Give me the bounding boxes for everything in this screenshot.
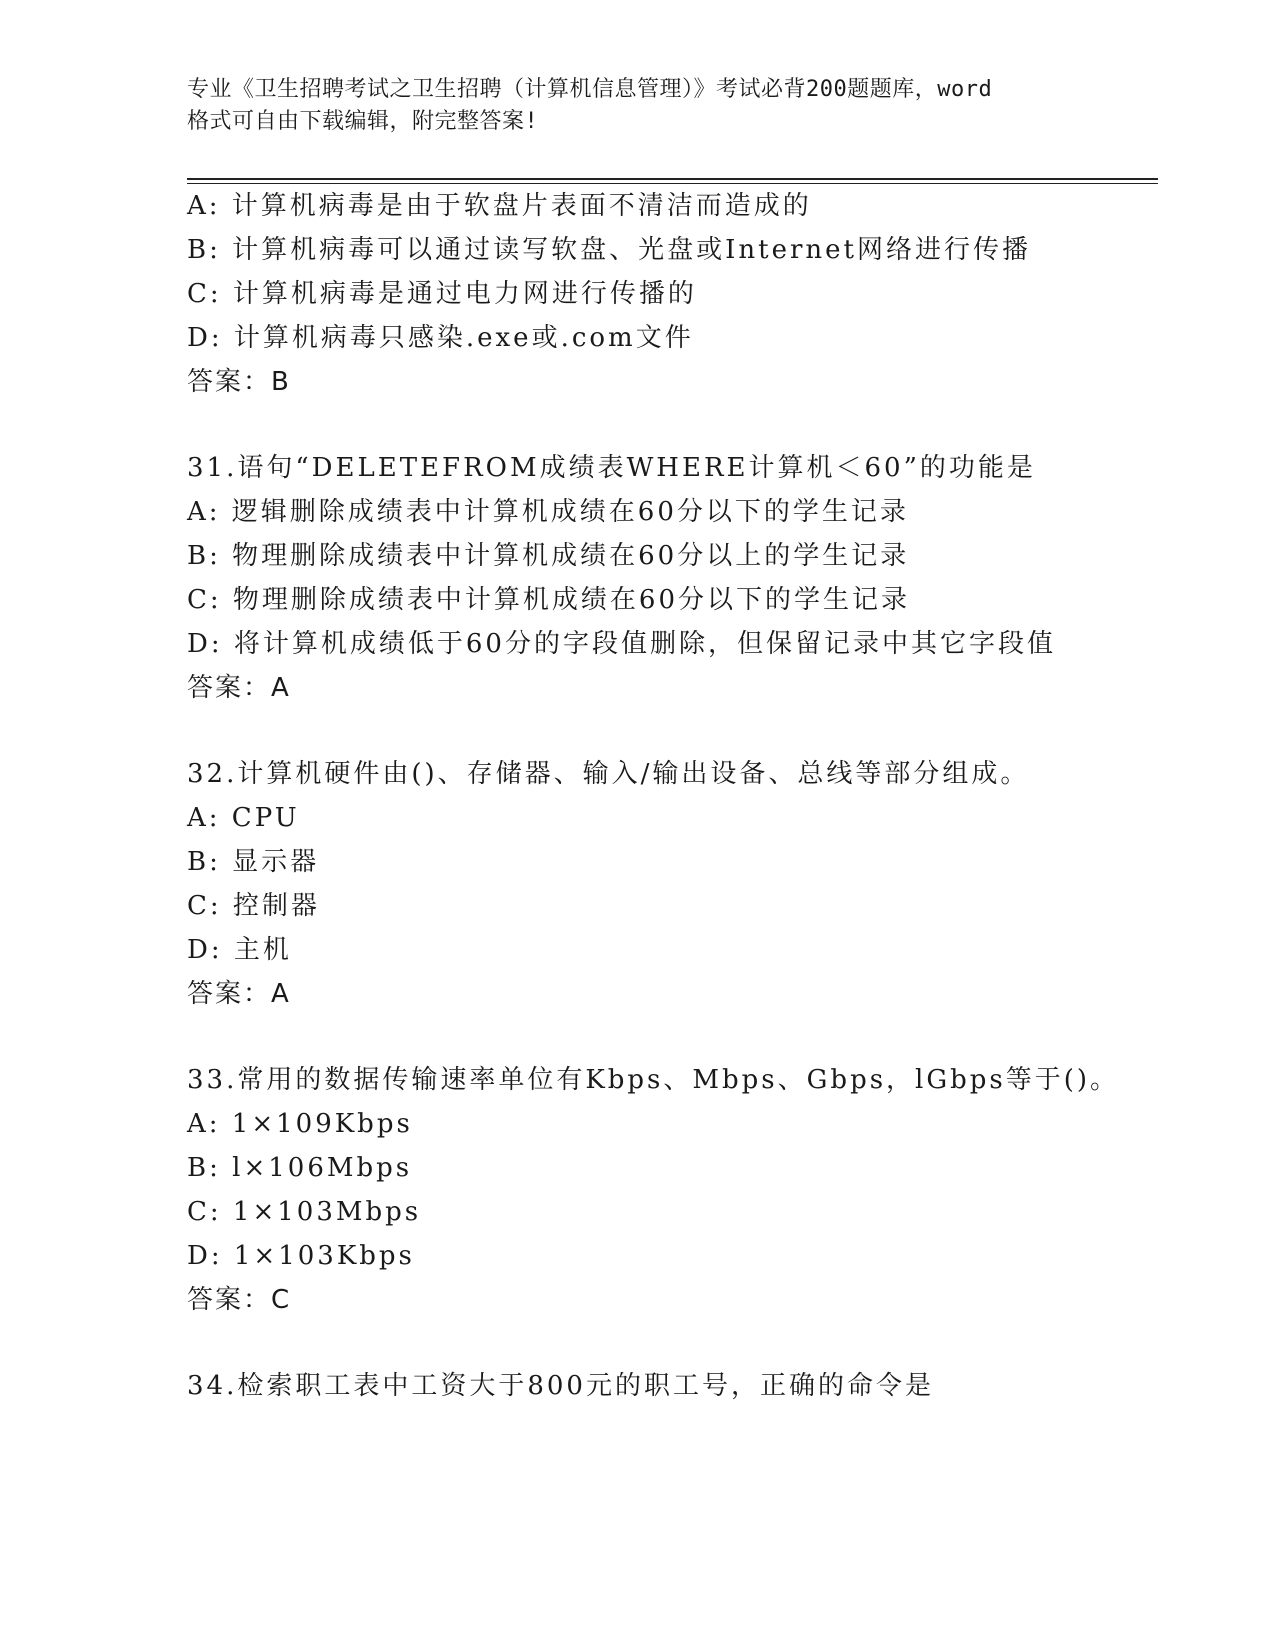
option-c: C: 控制器 bbox=[187, 891, 320, 921]
document-header bbox=[187, 74, 1087, 138]
option-d: D: 将计算机成绩低于60分的字段值删除，但保留记录中其它字段值 bbox=[187, 629, 1056, 659]
option-c: C: 1×103Mbps bbox=[187, 1197, 422, 1227]
question-33: 33.常用的数据传输速率单位有Kbps、Mbps、Gbps，lGbps等于()。 bbox=[187, 1065, 1120, 1095]
answer-line: 答案：C bbox=[187, 1285, 292, 1315]
option-a: A: CPU bbox=[187, 803, 300, 833]
option-a: A: 逻辑删除成绩表中计算机成绩在60分以下的学生记录 bbox=[187, 497, 909, 527]
option-a: A: 1×109Kbps bbox=[187, 1109, 413, 1139]
answer-line: 答案：B bbox=[187, 367, 291, 397]
option-c: C: 计算机病毒是通过电力网进行传播的 bbox=[187, 279, 697, 309]
question-34: 34.检索职工表中工资大于800元的职工号，正确的命令是 bbox=[187, 1371, 934, 1401]
header-line-1: 专业《卫生招聘考试之卫生招聘（计算机信息管理）》考试必背200题题库，word bbox=[187, 77, 993, 102]
option-d: D: 计算机病毒只感染.exe或.com文件 bbox=[187, 323, 694, 353]
header-rule-thick bbox=[187, 178, 1158, 180]
answer-line: 答案：A bbox=[187, 979, 291, 1009]
option-c: C: 物理删除成绩表中计算机成绩在60分以下的学生记录 bbox=[187, 585, 911, 615]
option-d: D: 1×103Kbps bbox=[187, 1241, 415, 1271]
option-b: B: 显示器 bbox=[187, 847, 320, 877]
question-31: 31.语句“DELETEFROM成绩表WHERE计算机＜60”的功能是 bbox=[187, 453, 1036, 483]
answer-line: 答案：A bbox=[187, 673, 291, 703]
option-a: A: 计算机病毒是由于软盘片表面不清洁而造成的 bbox=[187, 191, 812, 221]
header-line-2: 格式可自由下载编辑，附完整答案! bbox=[187, 109, 539, 134]
option-b: B: 物理删除成绩表中计算机成绩在60分以上的学生记录 bbox=[187, 541, 910, 571]
header-rule-thin bbox=[187, 183, 1158, 184]
option-b: B: l×106Mbps bbox=[187, 1153, 413, 1183]
option-d: D: 主机 bbox=[187, 935, 292, 965]
question-32: 32.计算机硬件由()、存储器、输入/输出设备、总线等部分组成。 bbox=[187, 759, 1030, 789]
option-b: B: 计算机病毒可以通过读写软盘、光盘或Internet网络进行传播 bbox=[187, 235, 1031, 265]
